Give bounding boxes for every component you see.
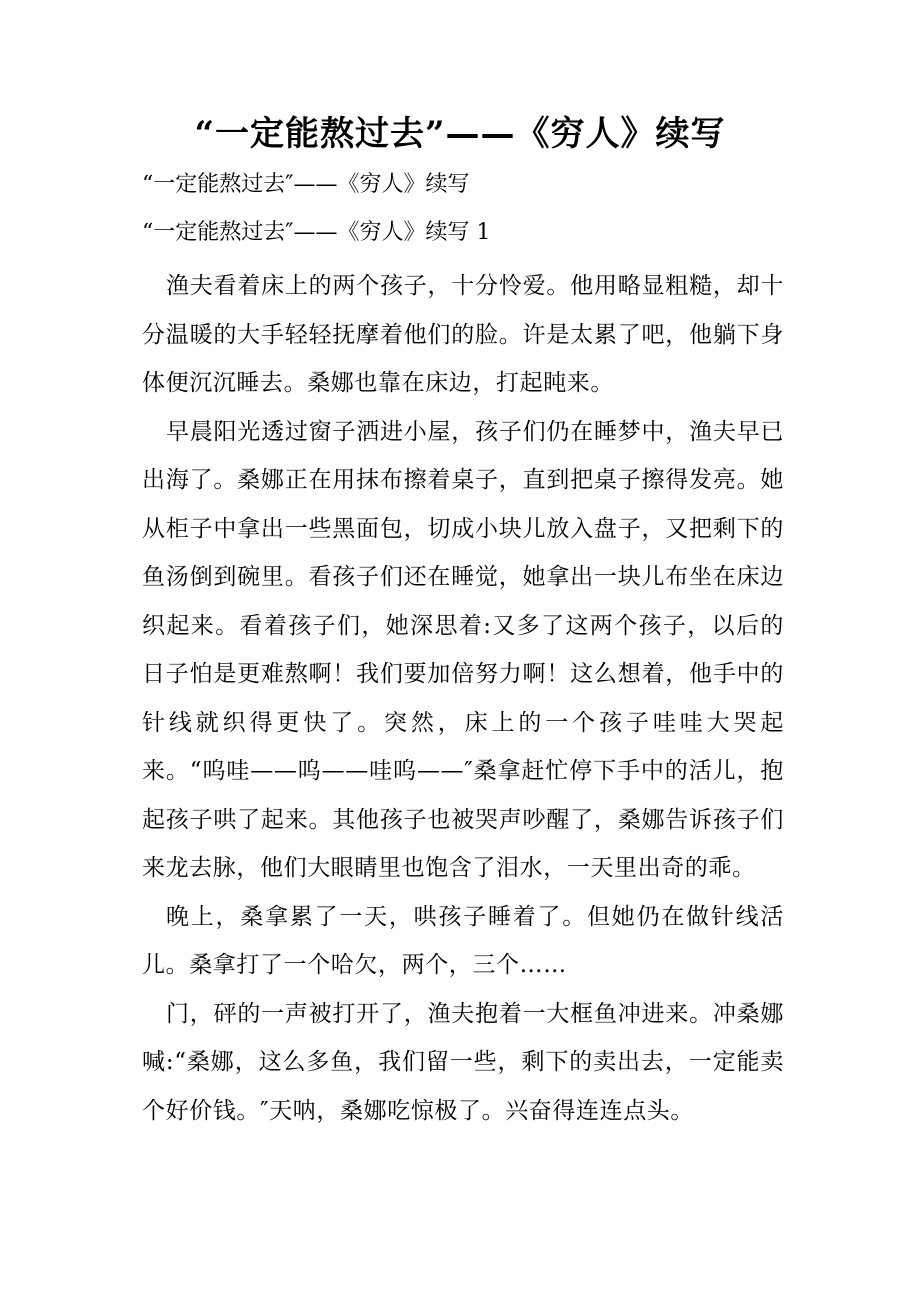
paragraph-1: 渔夫看着床上的两个孩子，十分怜爱。他用略显粗糙，却十分温暖的大手轻轻抚摩着他们的脸。许是太累了吧，他躺下身体便沉沉睡去。桑娜也靠在床边，打起盹来。 xyxy=(142,273,784,396)
paragraph-3: 晚上，桑拿累了一天，哄孩子睡着了。但她仍在做针线活儿。桑拿打了一个哈欠，两个，三个…… xyxy=(142,903,784,978)
paragraph-4: 门，砰的一声被打开了，渔夫抱着一大框鱼冲进来。冲桑娜喊:“桑娜，这么多鱼，我们留一些，剩下的卖出去，一定能卖个好价钱。″天呐，桑娜吃惊极了。兴奋得连连点头。 xyxy=(142,1000,784,1124)
body-text xyxy=(142,262,784,1135)
paragraph-2: 早晨阳光透过窗子洒进小屋，孩子们仍在睡梦中，渔夫早已出海了。桑娜正在用抹布擦着桌子，直到把桌子擦得发亮。她从柜子中拿出一些黑面包，切成小块儿放入盘子，又把剩下的鱼汤倒到碗里。看孩子们还在睡觉，她拿出一块儿布坐在床边织起来。看着孩子们，她深思着:又多了这两个孩子，以后的日子怕是更难熬啊！我们要加倍努力啊！这么想着，他手中的针线就织得更快了。突然，床上的一个孩子哇哇大哭起来。“呜哇——呜——哇呜——″桑拿赶忙停下手中的活儿，抱起孩子哄了起来。其他孩子也被哭声吵醒了，桑娜告诉孩子们来龙去脉，他们大眼睛里也饱含了泪水，一天里出奇的乖。 xyxy=(142,418,784,881)
document-title: “一定能熬过去”——《穷人》续写 xyxy=(194,114,726,154)
subtitle-line-1: “一定能熬过去″——《穷人》续写 xyxy=(142,172,470,197)
subtitle-line-2: “一定能熬过去″——《穷人》续写 1 xyxy=(142,220,491,245)
